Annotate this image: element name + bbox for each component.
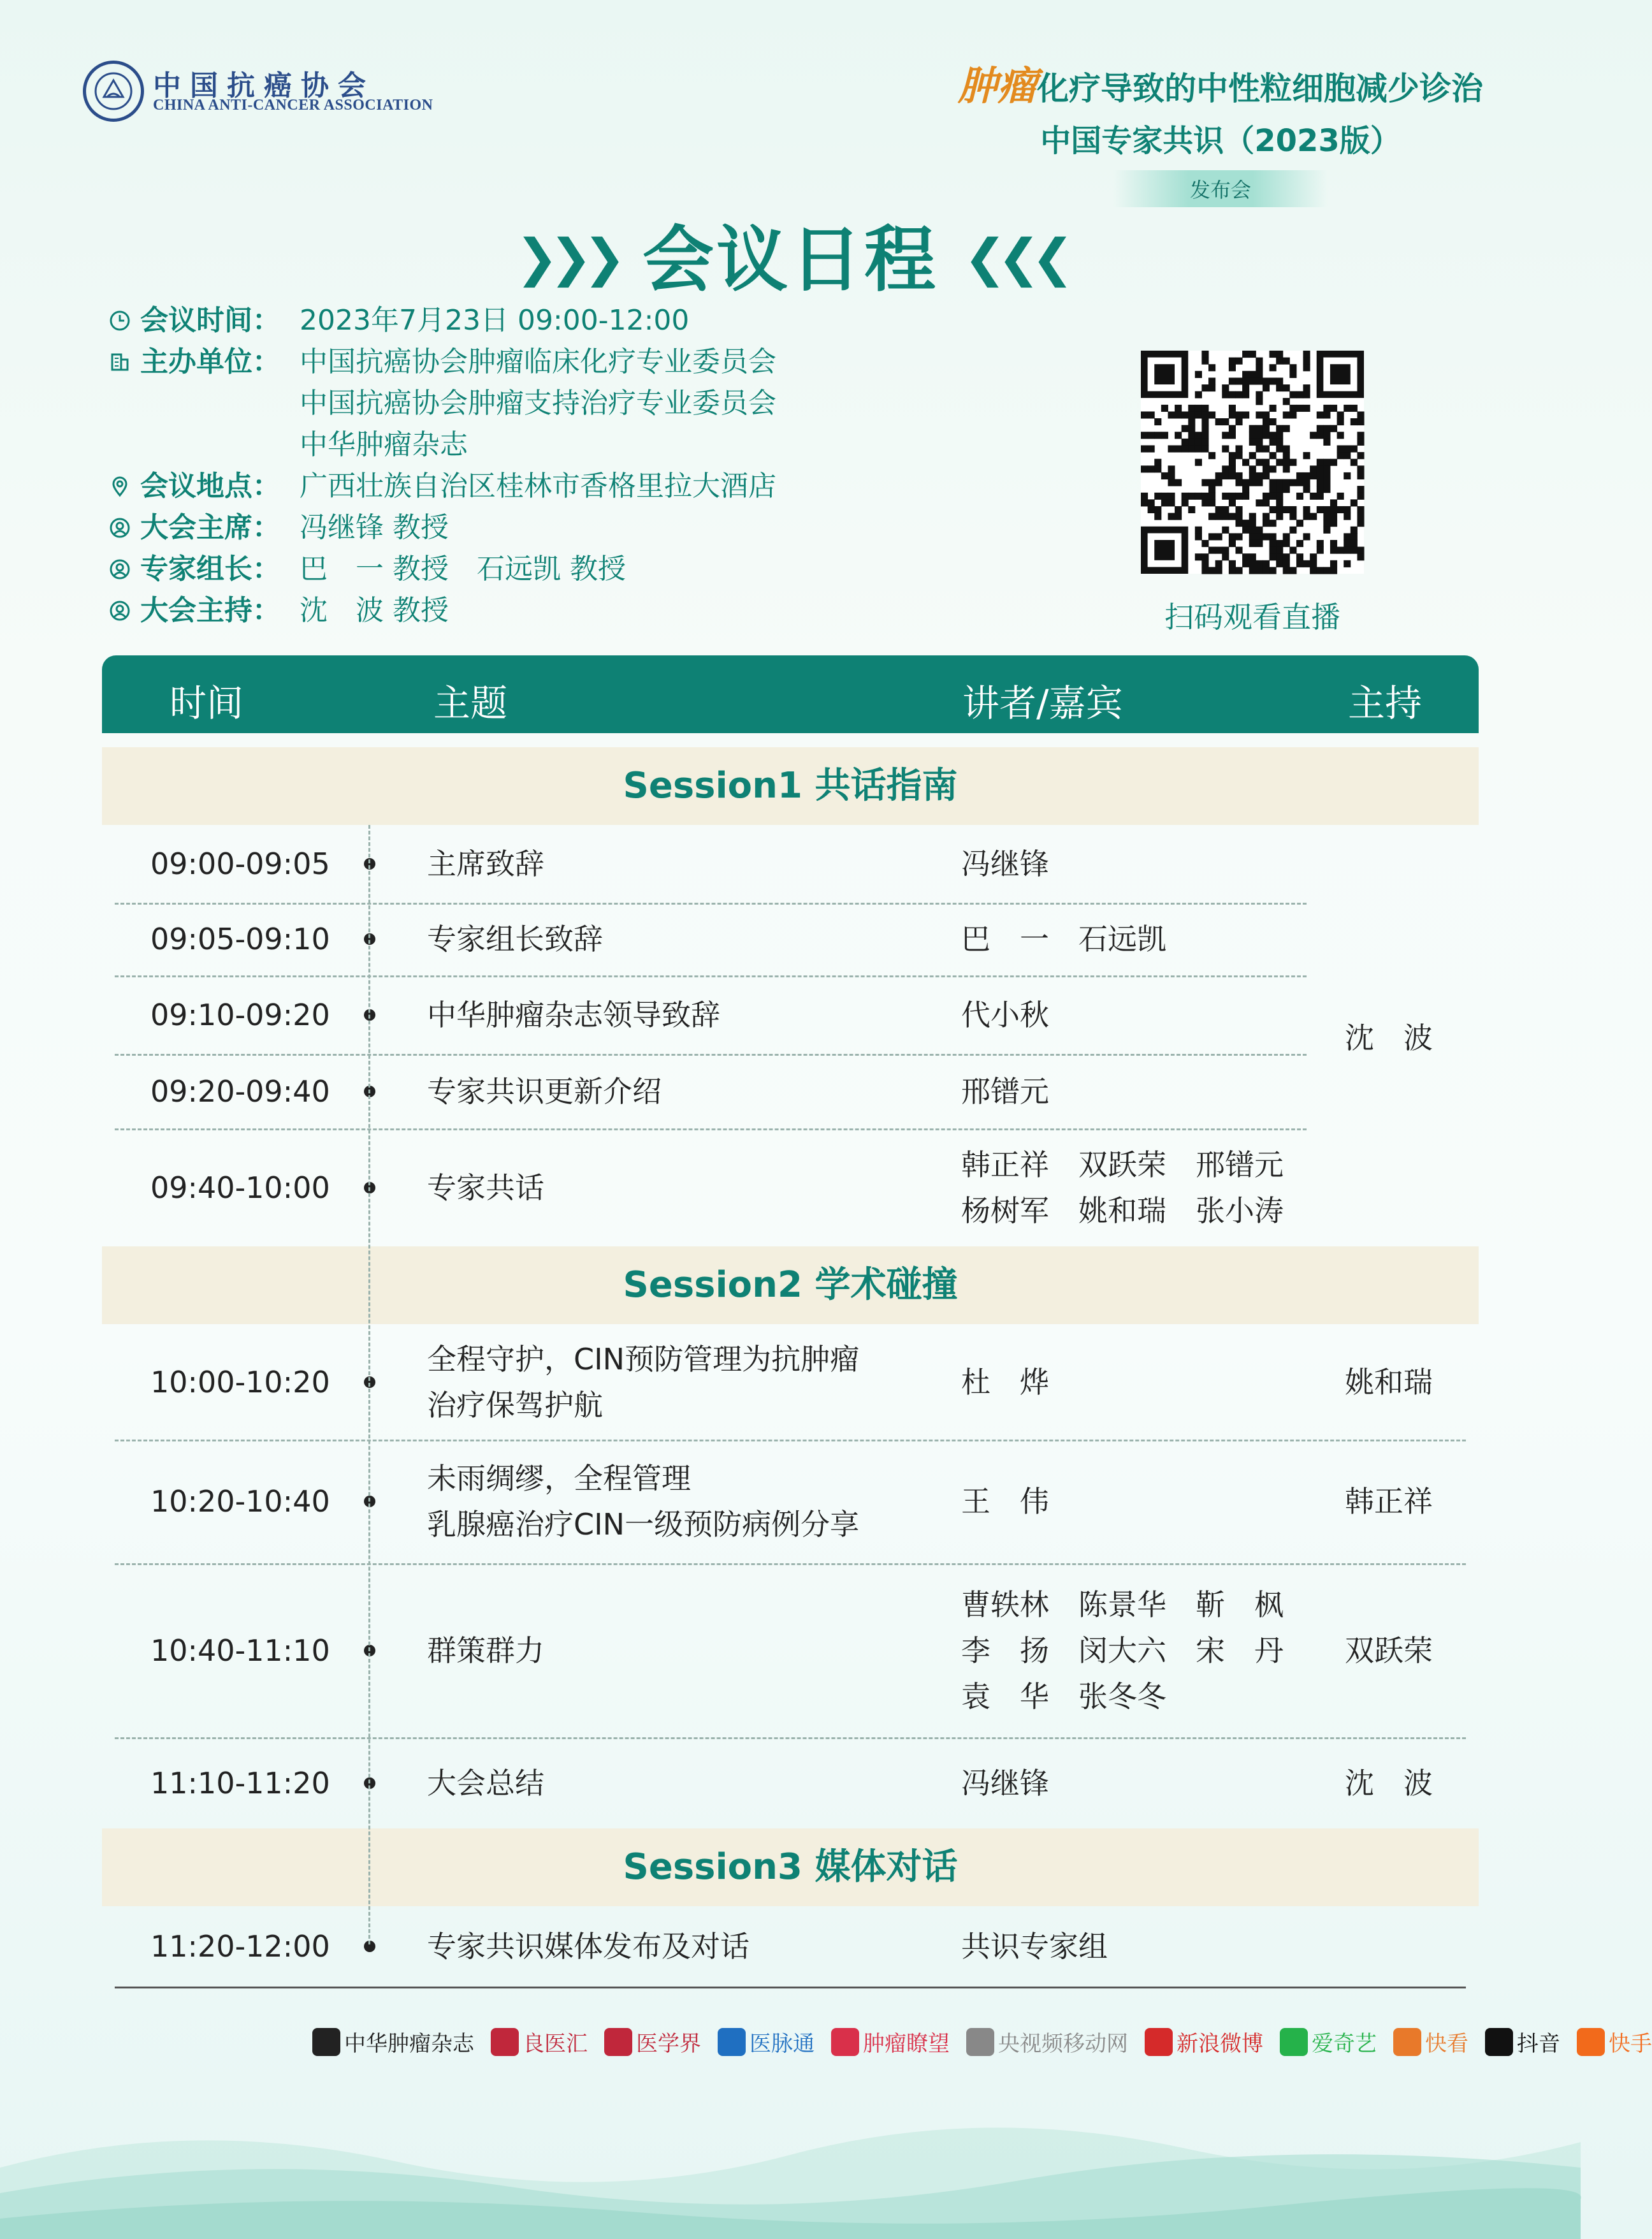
time-text: 09:00-09:05 — [150, 847, 330, 881]
sponsor-name: 爱奇艺 — [1312, 2031, 1377, 2057]
session-header: Session2 学术碰撞 — [102, 1246, 1479, 1324]
sponsor-logo — [1145, 2026, 1263, 2057]
person-icon — [108, 507, 140, 548]
info-row — [108, 507, 776, 548]
time-text: 09:05-09:10 — [150, 922, 330, 956]
topic-line: 专家共识媒体发布及对话 — [427, 1929, 750, 1964]
speaker-cell — [961, 1054, 1344, 1128]
sponsor-mark-icon — [1577, 2028, 1605, 2056]
info-value-line: 沈 波 教授 — [300, 594, 449, 627]
time-cell — [150, 1440, 342, 1563]
speaker-line: 袁 华 张冬冬 — [961, 1679, 1166, 1714]
host-text: 沈 波 — [1345, 1765, 1433, 1800]
info-value-line: 中国抗癌协会肿瘤临床化疗专业委员会 — [300, 346, 776, 378]
speaker-cell — [961, 1128, 1344, 1246]
header-host: 主持 — [1348, 682, 1423, 725]
host-cell — [1345, 1563, 1472, 1737]
speaker-line: 曹轶林 陈景华 靳 枫 — [961, 1587, 1284, 1622]
topic-line: 专家共话 — [427, 1170, 544, 1205]
info-label: 专家组长： — [140, 553, 280, 585]
sponsor-name: 央视频移动网 — [998, 2031, 1128, 2057]
association-logo-icon — [83, 61, 144, 122]
logo-chinese-name: 中国抗癌协会 — [153, 69, 375, 102]
table-row — [102, 1906, 1479, 1987]
table-row — [102, 1324, 1479, 1440]
speaker-cell — [961, 1324, 1344, 1440]
speaker-cell — [961, 1440, 1344, 1563]
info-label: 大会主持： — [140, 594, 280, 627]
sponsor-name: 医学界 — [636, 2031, 701, 2057]
meeting-info — [108, 300, 776, 631]
speaker-line: 李 扬 闵大六 宋 丹 — [961, 1633, 1284, 1668]
session-host: 沈 波 — [1345, 1020, 1433, 1055]
sponsor-logo — [312, 2026, 474, 2057]
sponsor-mark-icon — [1393, 2028, 1421, 2056]
session-header: Session3 媒体对话 — [102, 1828, 1479, 1906]
info-value — [300, 507, 449, 548]
topic-cell — [427, 1440, 937, 1563]
table-row — [102, 1128, 1479, 1246]
clock-icon — [108, 300, 140, 341]
title-line-1: 肿瘤化疗导致的中性粒细胞减少诊治 — [957, 62, 1483, 109]
topic-line: 专家组长致辞 — [427, 922, 603, 956]
topic-line: 群策群力 — [427, 1633, 544, 1668]
info-value-line: 巴 一 教授 石远凯 教授 — [300, 553, 626, 585]
header-topic: 主题 — [433, 682, 508, 725]
footer-divider — [115, 1987, 1466, 1988]
topic-cell — [427, 1128, 937, 1246]
time-cell — [150, 1563, 342, 1737]
time-cell — [150, 903, 342, 975]
sponsor-name: 医脉通 — [750, 2031, 815, 2057]
info-value-line: 冯继锋 教授 — [300, 511, 449, 544]
time-text: 10:40-11:10 — [150, 1633, 330, 1668]
qr-caption: 扫码观看直播 — [1164, 600, 1340, 634]
host-text: 双跃荣 — [1345, 1633, 1433, 1668]
topic-cell — [427, 1054, 937, 1128]
topic-cell — [427, 1324, 937, 1440]
speaker-cell — [961, 825, 1344, 903]
topic-line: 主席致辞 — [427, 847, 544, 881]
topic-line: 未雨绸缪，全程管理 — [427, 1461, 691, 1496]
sponsor-name: 良医汇 — [523, 2031, 588, 2057]
timeline-line — [368, 825, 370, 1944]
topic-line: 大会总结 — [427, 1765, 544, 1800]
table-row — [102, 825, 1479, 903]
info-value — [300, 300, 689, 341]
sponsor-name: 肿瘤瞭望 — [863, 2031, 950, 2057]
sponsor-logo — [1393, 2026, 1468, 2057]
topic-cell — [427, 1737, 937, 1828]
info-value-line: 中华肿瘤杂志 — [300, 428, 468, 461]
time-cell — [150, 1128, 342, 1246]
sponsor-name: 快看 — [1425, 2031, 1468, 2057]
sponsor-logo — [831, 2026, 950, 2057]
time-cell — [150, 1737, 342, 1828]
info-label: 会议地点： — [140, 470, 280, 502]
info-label: 会议时间： — [140, 304, 280, 337]
info-value — [300, 548, 626, 590]
topic-line: 中华肿瘤杂志领导致辞 — [427, 997, 720, 1032]
time-text: 10:00-10:20 — [150, 1364, 330, 1399]
host-cell — [1345, 1324, 1472, 1440]
header-time: 时间 — [170, 682, 244, 725]
sponsor-logo — [718, 2026, 815, 2057]
speaker-line: 杨树军 姚和瑞 张小涛 — [961, 1193, 1284, 1228]
sponsor-mark-icon — [1280, 2028, 1308, 2056]
time-text: 11:10-11:20 — [150, 1765, 330, 1800]
time-cell — [150, 975, 342, 1054]
info-row — [108, 300, 776, 341]
sponsor-mark-icon — [1485, 2028, 1513, 2056]
sponsor-mark-icon — [312, 2028, 340, 2056]
topic-cell — [427, 975, 937, 1054]
topic-cell — [427, 1563, 937, 1737]
info-value-line: 2023年7月23日 09:00-12:00 — [300, 304, 690, 337]
info-value-line: 广西壮族自治区桂林市香格里拉大酒店 — [300, 470, 776, 502]
speaker-cell — [961, 1563, 1344, 1737]
info-value-line: 中国抗癌协会肿瘤支持治疗专业委员会 — [300, 387, 776, 419]
person-icon — [108, 548, 140, 590]
info-label: 大会主席： — [140, 511, 280, 544]
speaker-line: 冯继锋 — [961, 847, 1049, 881]
sponsor-mark-icon — [718, 2028, 746, 2056]
speaker-line: 邢镨元 — [961, 1074, 1049, 1109]
speaker-line: 王 伟 — [961, 1484, 1049, 1519]
info-row — [108, 465, 776, 507]
person-icon — [108, 590, 140, 631]
table-row — [102, 1737, 1479, 1828]
title-line-2: 中国专家共识（2023版） — [1040, 123, 1401, 159]
info-value — [300, 590, 449, 631]
header-speaker: 讲者/嘉宾 — [962, 682, 1123, 725]
sponsor-mark-icon — [604, 2028, 632, 2056]
time-cell — [150, 1054, 342, 1128]
table-row — [102, 1563, 1479, 1737]
table-row — [102, 1054, 1479, 1128]
info-row — [108, 341, 776, 465]
time-cell — [150, 1324, 342, 1440]
sponsor-mark-icon — [1145, 2028, 1173, 2056]
time-cell — [150, 1906, 342, 1987]
speaker-line: 韩正祥 双跃荣 邢镨元 — [961, 1147, 1284, 1182]
table-row — [102, 1440, 1479, 1563]
session-header: Session1 共话指南 — [102, 747, 1479, 825]
speaker-cell — [961, 975, 1344, 1054]
host-cell — [1345, 1440, 1472, 1563]
info-row — [108, 548, 776, 590]
qr-code[interactable] — [1141, 351, 1364, 574]
sponsor-name: 新浪微博 — [1177, 2031, 1263, 2057]
host-text: 姚和瑞 — [1345, 1364, 1433, 1399]
sponsor-mark-icon — [491, 2028, 519, 2056]
building-icon — [108, 341, 140, 383]
title-accent: 肿瘤 — [957, 62, 1037, 109]
sponsor-logo — [1577, 2026, 1652, 2057]
info-row — [108, 590, 776, 631]
speaker-line: 代小秋 — [961, 997, 1049, 1032]
speaker-cell — [961, 903, 1344, 975]
time-text: 10:20-10:40 — [150, 1484, 330, 1519]
info-value — [300, 465, 776, 507]
host-text: 韩正祥 — [1345, 1484, 1433, 1519]
chevron-left-icon: ❮❮❮ — [964, 228, 1066, 288]
launch-badge: 发布会 — [1113, 170, 1328, 207]
speaker-line: 杜 烨 — [961, 1364, 1049, 1399]
logo-english-name: CHINA ANTI-CANCER ASSOCIATION — [153, 97, 433, 113]
sponsor-logo — [966, 2026, 1128, 2057]
table-row — [102, 975, 1479, 1054]
sponsor-mark-icon — [966, 2028, 994, 2056]
info-value — [300, 341, 776, 465]
time-text: 09:40-10:00 — [150, 1170, 330, 1205]
sponsor-mark-icon — [831, 2028, 859, 2056]
speaker-line: 共识专家组 — [961, 1929, 1108, 1964]
speaker-line: 巴 一 石远凯 — [961, 922, 1166, 956]
topic-line: 专家共识更新介绍 — [427, 1074, 662, 1109]
topic-cell — [427, 1906, 937, 1987]
topic-line: 乳腺癌治疗CIN一级预防病例分享 — [427, 1507, 860, 1542]
topic-cell — [427, 825, 937, 903]
sponsor-logo — [1485, 2026, 1560, 2057]
sponsor-name: 中华肿瘤杂志 — [344, 2031, 474, 2057]
sponsor-name: 快手 — [1609, 2031, 1652, 2057]
time-text: 11:20-12:00 — [150, 1929, 330, 1964]
speaker-cell — [961, 1737, 1344, 1828]
sponsor-logo — [491, 2026, 588, 2057]
info-label: 主办单位： — [140, 346, 280, 378]
sponsor-logo — [1280, 2026, 1377, 2057]
table-header — [102, 655, 1479, 733]
event-title — [924, 54, 1517, 207]
topic-line: 治疗保驾护航 — [427, 1387, 603, 1422]
chevron-right-icon: ❯❯❯ — [515, 228, 617, 288]
agenda-heading: ❯❯❯ 会议日程 ❮❮❮ — [515, 219, 1066, 302]
table-row — [102, 903, 1479, 975]
sponsor-logos — [312, 2026, 1652, 2057]
topic-cell — [427, 903, 937, 975]
host-cell — [1345, 1737, 1472, 1828]
speaker-cell — [961, 1906, 1344, 1987]
time-text: 09:20-09:40 — [150, 1074, 330, 1109]
speaker-line: 冯继锋 — [961, 1765, 1049, 1800]
decorative-wave — [0, 2091, 1581, 2239]
time-cell — [150, 825, 342, 903]
sponsor-logo — [604, 2026, 701, 2057]
topic-line: 全程守护，CIN预防管理为抗肿瘤 — [427, 1341, 860, 1376]
sponsor-name: 抖音 — [1517, 2031, 1560, 2057]
location-icon — [108, 465, 140, 507]
time-text: 09:10-09:20 — [150, 997, 330, 1032]
